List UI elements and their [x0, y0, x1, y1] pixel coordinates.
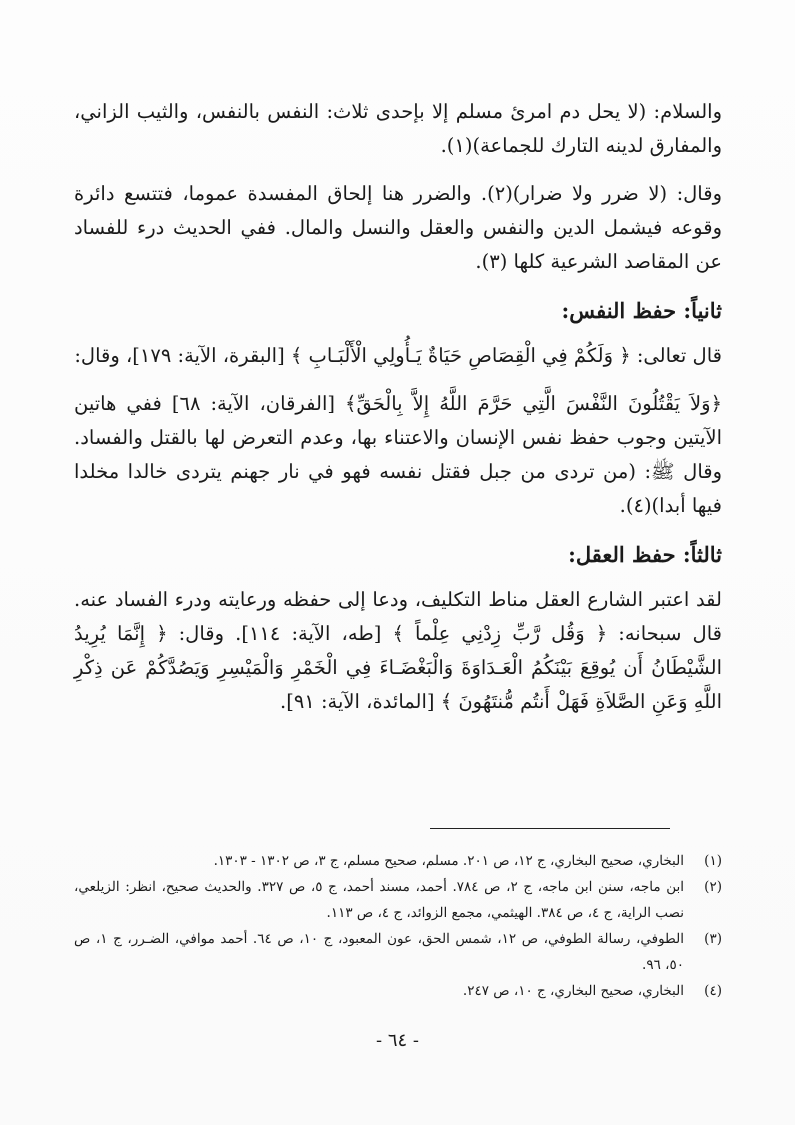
footnote-text: الطوفي، رسالة الطوفي، ص ١٢، شمس الحق، عون المعبود، ج ١٠، ص ٦٤. أحمد موافي، الضـرر، ج ١، ص ٥٠، ٩٦. — [74, 931, 684, 973]
footnote-1 — [74, 848, 722, 874]
footnote-number: (٣) — [704, 931, 722, 947]
footnote-2 — [74, 874, 722, 926]
page-number: - ٦٤ - — [376, 1030, 419, 1051]
footnotes — [74, 848, 722, 1004]
footnote-number: (٢) — [704, 879, 722, 895]
footnote-text: ابن ماجه، سنن ابن ماجه، ج ٢، ص ٧٨٤. أحمد، مسند أحمد، ج ٥، ص ٣٢٧. والحديث صحيح، انظر: الزيلعي، نصب الراية، ج ٤، ص ٣٨٤. الهيثمي، مجمع الزوائد، ج ٤، ص ١١٣. — [74, 879, 685, 921]
footnote-text: البخاري، صحيح البخاري، ج ١٠، ص ٢٤٧. — [462, 983, 684, 999]
paragraph-3: قال تعالى: ﴿ وَلَكُمْ فِي الْقِصَاصِ حَيَاةٌ يَـأُولِي الْأَلْبَـابِ ﴾ [البقرة، الآية: ١٧٩]، وقال: — [74, 344, 722, 367]
heading-preserving-life: ثانياً: حفظ النفس: — [561, 298, 722, 323]
paragraph-4: ﴿وَلاَ يَقْتُلُونَ النَّفْسَ الَّتِي حَرَّمَ اللَّهُ إِلاَّ بِالْحَقِّ﴾ [الفرقان، الآية: ٦٨] ففي هاتين الآيتين وجوب حفظ نفس الإنسان والاعتناء بها، وعدم التعرض لها بالقتل والفساد. وقال ﷺ: (من تردى من جبل فقتل نفسه فهو في نار جهنم يتردى خالدا مخلدا فيها أبدا)(٤). — [74, 392, 722, 517]
footnote-3 — [74, 926, 722, 978]
paragraph-5: لقد اعتبر الشارع العقل مناط التكليف، ودعا إلى حفظه ورعايته ودرء الفساد عنه. قال سبحانه: ﴿ وَقُل رَّبِّ زِدْنِي عِلْماً ﴾ [طه، الآية: ١١٤]. وقال: ﴿ إِنَّمَا يُرِيدُ الشَّيْطَانُ أَن يُوقِعَ بَيْنَكُمُ الْعَـدَاوَةَ وَالْبَغْضَـاءَ فِي الْخَمْرِ وَالْمَيْسِرِ وَيَصُدَّكُمْ عَن ذِكْرِ اللَّهِ وَعَنِ الصَّلاَةِ فَهَلْ أَنتُم مُّنتَهُونَ ﴾ [المائدة، الآية: ٩١]. — [74, 588, 722, 713]
paragraph-2: وقال: (لا ضرر ولا ضرار)(٢). والضرر هنا إلحاق المفسدة عموما، فتتسع دائرة وقوعه فيشمل الدين والنفس والعقل والنسل والمال. ففي الحديث درء للفساد عن المقاصد الشرعية كلها (٣). — [74, 182, 722, 273]
footnote-number: (١) — [704, 853, 722, 869]
footnote-number: (٤) — [704, 983, 722, 999]
paragraph-1: والسلام: (لا يحل دم امرئ مسلم إلا بإحدى ثلاث: النفس بالنفس، والثيب الزاني، والمفارق لدينه التارك للجماعة)(١). — [74, 100, 722, 157]
footnote-4 — [74, 978, 722, 1004]
main-text — [74, 95, 722, 733]
footnote-text: البخاري، صحيح البخاري، ج ١٢، ص ٢٠١. مسلم، صحيح مسلم، ج ٣، ص ١٣٠٢ - ١٣٠٣. — [213, 853, 684, 869]
heading-preserving-intellect: ثالثاً: حفظ العقل: — [568, 542, 722, 567]
footnote-separator — [430, 828, 670, 829]
